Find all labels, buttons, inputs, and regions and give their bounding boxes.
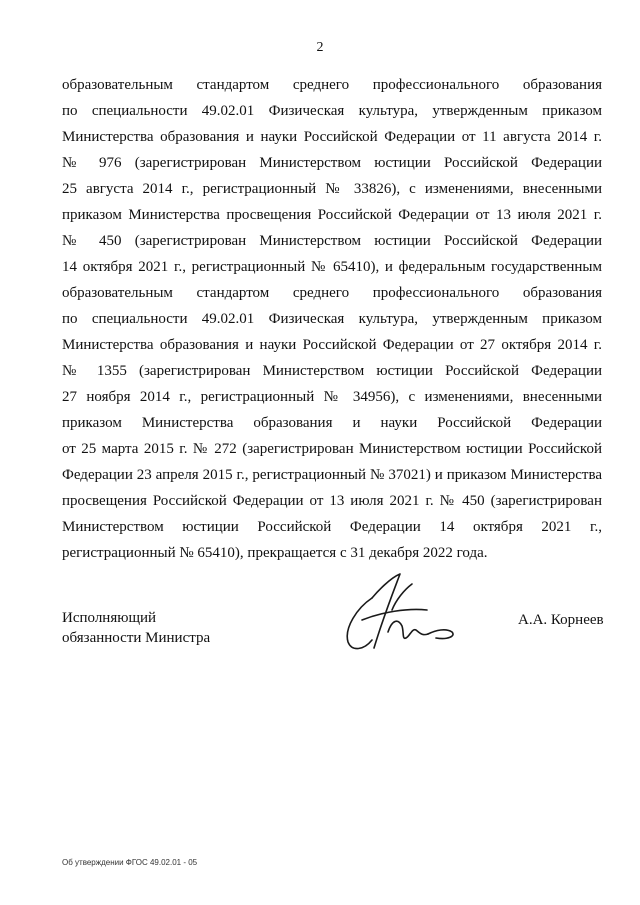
signature-icon (332, 570, 462, 660)
page-number: 2 (316, 40, 324, 55)
body-line: 25 августа 2014 г., регистрационный № 33826), с изменениями, внесенными (62, 181, 602, 197)
body-line: Министерства образования и науки Российской Федерации от 11 августа 2014 г. (62, 129, 602, 145)
footer-reference: Об утверждении ФГОС 49.02.01 - 05 (62, 858, 198, 867)
body-line: по специальности 49.02.01 Физическая культура, утвержденным приказом (62, 103, 602, 119)
body-line: регистрационный № 65410), прекращается с 31 декабря 2022 года. (62, 545, 488, 561)
body-line: № 976 (зарегистрирован Министерством юстиции Российской Федерации (62, 155, 602, 171)
body-line: 14 октября 2021 г., регистрационный № 65410), и федеральным государственным (62, 259, 602, 275)
signer-title-line: обязанности Министра (62, 630, 211, 646)
signer-name: А.А. Корнеев (518, 612, 604, 628)
body-line: Министерства образования и науки Российской Федерации от 27 октября 2014 г. (62, 337, 602, 353)
body-line: Министерством юстиции Российской Федерации 14 октября 2021 г., (62, 519, 602, 535)
body-line: просвещения Российской Федерации от 13 июля 2021 г. № 450 (зарегистрирован (62, 493, 602, 509)
body-line: приказом Министерства просвещения Российской Федерации от 13 июля 2021 г. (62, 207, 602, 223)
signer-title (62, 608, 210, 648)
body-line: приказом Министерства образования и науки Российской Федерации (62, 415, 602, 431)
body-line: № 1355 (зарегистрирован Министерством юстиции Российской Федерации (62, 363, 602, 379)
signer-title-line: Исполняющий (62, 610, 157, 626)
body-line: от 25 марта 2015 г. № 272 (зарегистрирован Министерством юстиции Российской (62, 441, 602, 457)
body-line: по специальности 49.02.01 Физическая культура, утвержденным приказом (62, 311, 602, 327)
body-line: образовательным стандартом среднего профессионального образования (62, 285, 602, 301)
body-text (62, 72, 602, 566)
body-line: № 450 (зарегистрирован Министерством юстиции Российской Федерации (62, 233, 602, 249)
body-line: Федерации 23 апреля 2015 г., регистрационный № 37021) и приказом Министерства (62, 467, 602, 483)
body-line: 27 ноября 2014 г., регистрационный № 34956), с изменениями, внесенными (62, 389, 602, 405)
body-line: образовательным стандартом среднего профессионального образования (62, 77, 602, 93)
